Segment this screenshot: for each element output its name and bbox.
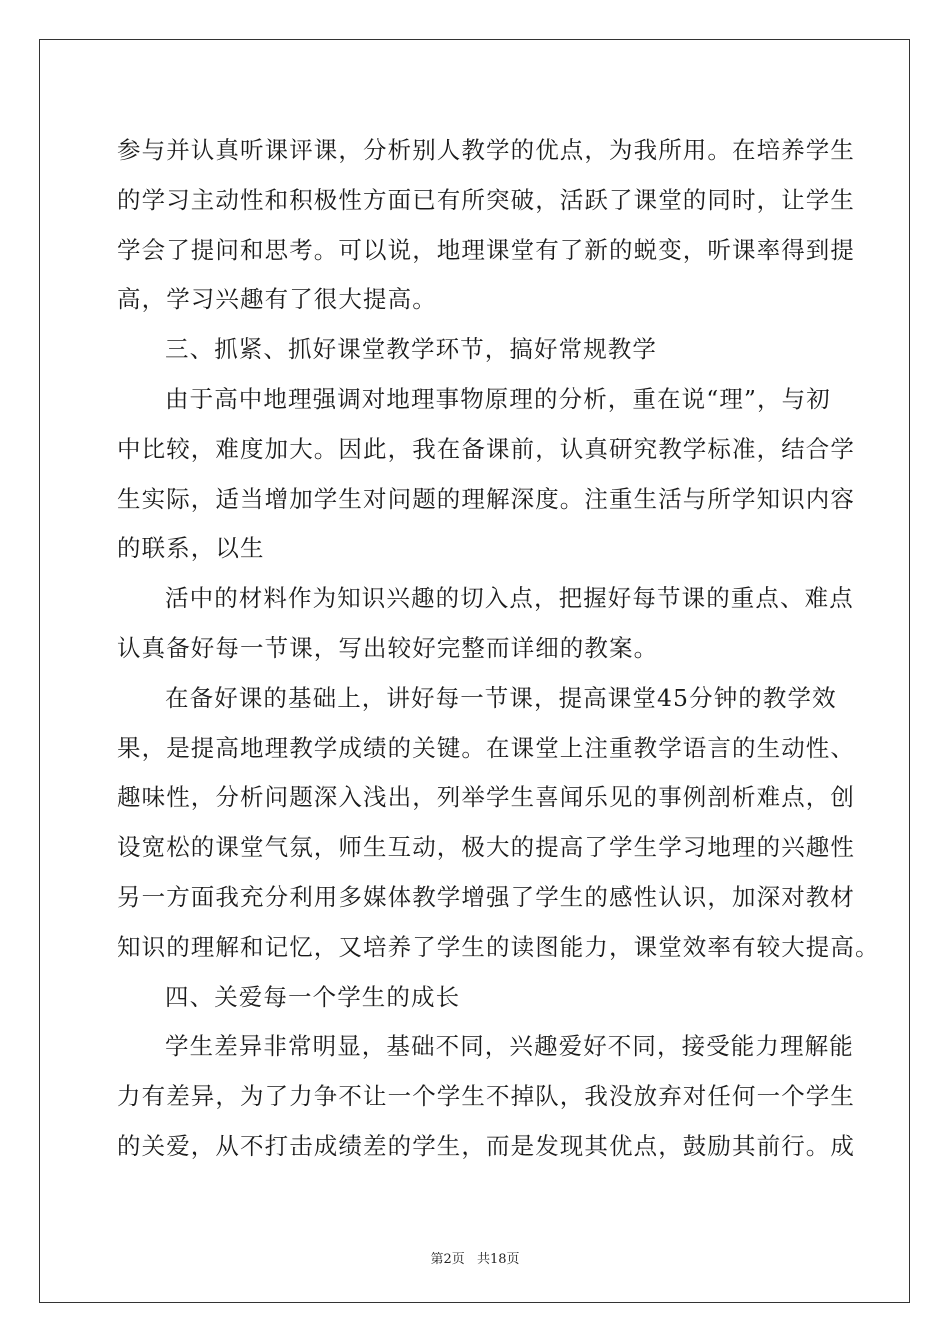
text-line: 高，学习兴趣有了很大提高。 bbox=[117, 285, 437, 314]
text-line: 由于高中地理强调对地理事物原理的分析，重在说“理”，与初 bbox=[165, 384, 831, 413]
page-total: 共18页 bbox=[476, 1252, 520, 1267]
text-line: 参与并认真听课评课，分析别人教学的优点，为我所用。在培养学生 bbox=[117, 136, 855, 164]
text-line: 趣味性，分析问题深入浅出，列举学生喜闻乐见的事例剖析难点，创 bbox=[117, 783, 855, 812]
text-line: 中比较，难度加大。因此，我在备课前，认真研究教学标准，结合学 bbox=[117, 434, 855, 463]
text-line: 学会了提问和思考。可以说，地理课堂有了新的蜕变，听课率得到提 bbox=[117, 235, 855, 264]
text-line: 的联系，以生 bbox=[117, 534, 265, 563]
page-number: 第2页 bbox=[430, 1252, 465, 1267]
section-heading: 四、关爱每一个学生的成长 bbox=[165, 982, 461, 1011]
text-line: 知识的理解和记忆，又培养了学生的读图能力，课堂效率有较大提高。 bbox=[117, 932, 880, 961]
text-line: 生实际，适当增加学生对问题的理解深度。注重生活与所学知识内容 bbox=[117, 484, 855, 513]
text-line: 认真备好每一节课，写出较好完整而详细的教案。 bbox=[117, 633, 659, 662]
page-footer bbox=[0, 1248, 950, 1267]
text-line: 另一方面我充分利用多媒体教学增强了学生的感性认识，加深对教材 bbox=[117, 882, 855, 911]
document-body bbox=[117, 126, 880, 1172]
text-line: 力有差异，为了力争不让一个学生不掉队，我没放弃对任何一个学生 bbox=[117, 1082, 855, 1111]
text-line: 设宽松的课堂气氛，师生互动，极大的提高了学生学习地理的兴趣性 bbox=[117, 833, 855, 862]
text-line: 活中的材料作为知识兴趣的切入点，把握好每节课的重点、难点 bbox=[165, 584, 854, 613]
text-line: 在备好课的基础上，讲好每一节课，提高课堂45分钟的教学效 bbox=[165, 683, 837, 712]
text-line: 的学习主动性和积极性方面已有所突破，活跃了课堂的同时，让学生 bbox=[117, 185, 855, 214]
section-heading: 三、抓紧、抓好课堂教学环节，搞好常规教学 bbox=[165, 335, 657, 364]
text-line: 学生差异非常明显，基础不同，兴趣爱好不同，接受能力理解能 bbox=[165, 1032, 854, 1061]
text-line: 果，是提高地理教学成绩的关键。在课堂上注重教学语言的生动性、 bbox=[117, 733, 855, 762]
text-line: 的关爱，从不打击成绩差的学生，而是发现其优点，鼓励其前行。成 bbox=[117, 1131, 855, 1160]
